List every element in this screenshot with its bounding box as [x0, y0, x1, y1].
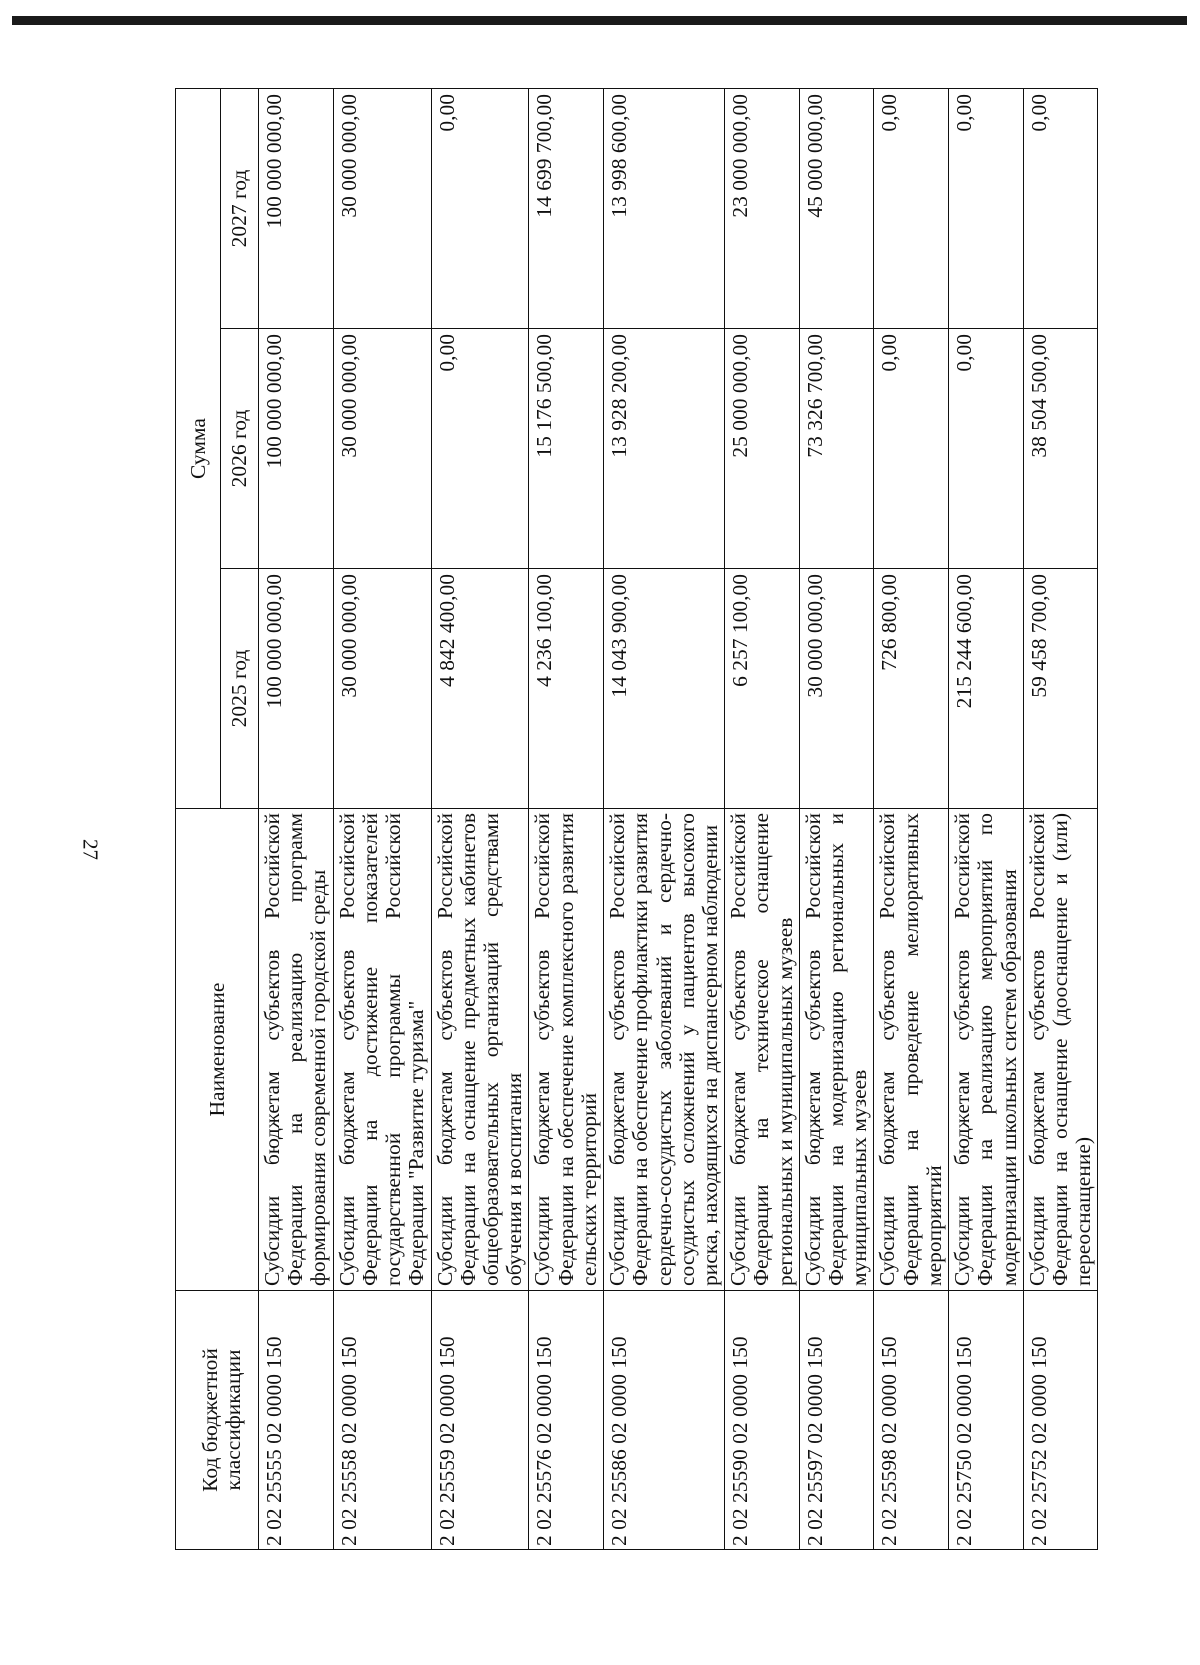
row-amount-2027: 0,00	[1023, 89, 1098, 329]
row-amount-2025: 30 000 000,00	[799, 569, 874, 809]
table-row	[1023, 89, 1098, 1550]
row-code: 2 02 25559 02 0000 150	[431, 1291, 529, 1550]
row-amount-2025: 59 458 700,00	[1023, 569, 1098, 809]
table-row	[259, 89, 334, 1550]
table-row	[874, 89, 949, 1550]
row-amount-2026: 0,00	[431, 329, 529, 569]
scan-edge-bar	[12, 16, 1187, 25]
row-amount-2027: 13 998 600,00	[604, 89, 725, 329]
table-row	[799, 89, 874, 1550]
row-amount-2027: 14 699 700,00	[529, 89, 604, 329]
table-header	[176, 89, 259, 1550]
row-name: Субсидии бюджетам субъектов Российской Федерации на реализацию программ формирования современной городской среды	[259, 809, 334, 1291]
row-amount-2025: 100 000 000,00	[259, 569, 334, 809]
row-amount-2025: 4 236 100,00	[529, 569, 604, 809]
table-row	[431, 89, 529, 1550]
row-amount-2026: 13 928 200,00	[604, 329, 725, 569]
row-name: Субсидии бюджетам субъектов Российской Федерации на оснащение (дооснащение и (или) переоснащение)	[1023, 809, 1098, 1291]
header-code: Код бюджетной классификации	[176, 1291, 259, 1550]
header-year-2025: 2025 год	[221, 569, 259, 809]
row-amount-2026: 25 000 000,00	[725, 329, 800, 569]
page-number: 27	[78, 839, 103, 860]
table-row	[949, 89, 1024, 1550]
table-body	[259, 89, 1098, 1550]
row-amount-2026: 38 504 500,00	[1023, 329, 1098, 569]
row-amount-2026: 30 000 000,00	[333, 329, 431, 569]
row-amount-2026: 0,00	[874, 329, 949, 569]
row-amount-2027: 0,00	[431, 89, 529, 329]
budget-table	[175, 88, 1098, 1550]
row-amount-2027: 23 000 000,00	[725, 89, 800, 329]
row-amount-2025: 215 244 600,00	[949, 569, 1024, 809]
row-name: Субсидии бюджетам субъектов Российской Федерации на модернизацию региональных и муниципальных музеев	[799, 809, 874, 1291]
row-code: 2 02 25555 02 0000 150	[259, 1291, 334, 1550]
row-amount-2025: 726 800,00	[874, 569, 949, 809]
row-amount-2025: 4 842 400,00	[431, 569, 529, 809]
row-amount-2026: 0,00	[949, 329, 1024, 569]
table-row	[333, 89, 431, 1550]
row-name: Субсидии бюджетам субъектов Российской Федерации на техническое оснащение региональных и муниципальных музеев	[725, 809, 800, 1291]
row-code: 2 02 25576 02 0000 150	[529, 1291, 604, 1550]
row-amount-2026: 15 176 500,00	[529, 329, 604, 569]
row-code: 2 02 25750 02 0000 150	[949, 1291, 1024, 1550]
row-code: 2 02 25558 02 0000 150	[333, 1291, 431, 1550]
row-amount-2025: 14 043 900,00	[604, 569, 725, 809]
row-amount-2026: 73 326 700,00	[799, 329, 874, 569]
row-name: Субсидии бюджетам субъектов Российской Федерации на обеспечение профилактики развития сердечно-сосудистых заболеваний и сердечно-сосудистых осложнений у пациентов высокого риска, находящихся на диспансерном наблюдении	[604, 809, 725, 1291]
row-name: Субсидии бюджетам субъектов Российской Федерации на обеспечение комплексного развития сельских территорий	[529, 809, 604, 1291]
header-year-2026: 2026 год	[221, 329, 259, 569]
row-amount-2026: 100 000 000,00	[259, 329, 334, 569]
row-name: Субсидии бюджетам субъектов Российской Федерации на оснащение предметных кабинетов общеобразовательных организаций средствами обучения и воспитания	[431, 809, 529, 1291]
row-code: 2 02 25586 02 0000 150	[604, 1291, 725, 1550]
row-amount-2027: 100 000 000,00	[259, 89, 334, 329]
row-code: 2 02 25752 02 0000 150	[1023, 1291, 1098, 1550]
row-name: Субсидии бюджетам субъектов Российской Федерации на реализацию мероприятий по модернизации школьных систем образования	[949, 809, 1024, 1291]
row-code: 2 02 25598 02 0000 150	[874, 1291, 949, 1550]
row-code: 2 02 25590 02 0000 150	[725, 1291, 800, 1550]
row-name: Субсидии бюджетам субъектов Российской Федерации на проведение мелиоративных мероприятий	[874, 809, 949, 1291]
row-amount-2027: 0,00	[874, 89, 949, 329]
row-amount-2027: 45 000 000,00	[799, 89, 874, 329]
table-row	[604, 89, 725, 1550]
row-amount-2027: 0,00	[949, 89, 1024, 329]
row-amount-2027: 30 000 000,00	[333, 89, 431, 329]
rotated-page-content	[175, 90, 1096, 1550]
header-sum: Сумма	[176, 89, 221, 809]
table-row	[529, 89, 604, 1550]
row-code: 2 02 25597 02 0000 150	[799, 1291, 874, 1550]
row-amount-2025: 6 257 100,00	[725, 569, 800, 809]
row-amount-2025: 30 000 000,00	[333, 569, 431, 809]
header-year-2027: 2027 год	[221, 89, 259, 329]
row-name: Субсидии бюджетам субъектов Российской Федерации на достижение показателей государственной программы Российской Федерации "Развитие туризма"	[333, 809, 431, 1291]
header-name: Наименование	[176, 809, 259, 1291]
table-row	[725, 89, 800, 1550]
